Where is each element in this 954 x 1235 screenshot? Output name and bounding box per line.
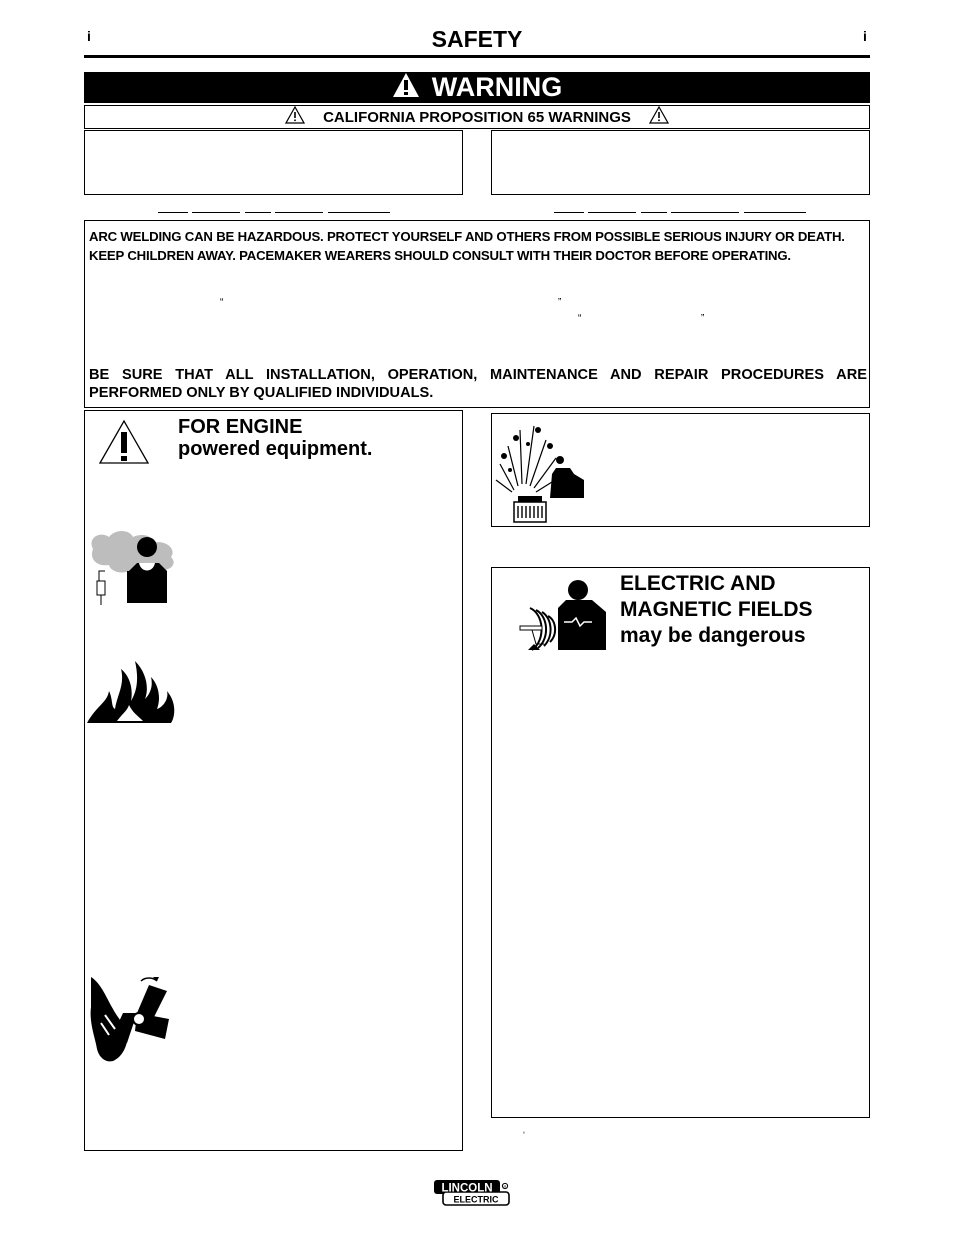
header-rule [84,55,870,58]
stray-mark: ‘ [523,1130,525,1140]
underline-rule [275,212,323,213]
moving-parts-icon [87,973,175,1070]
underline-rule [744,212,806,213]
battery-explosion-icon [494,416,586,529]
qualified-line-2: PERFORMED ONLY BY QUALIFIED INDIVIDUALS. [89,385,434,401]
prop65-box-left [84,130,463,195]
engine-heading-line-1: FOR ENGINE [178,416,303,438]
underline-rule [158,212,188,213]
arc-warning-line-1: ARC WELDING CAN BE HAZARDOUS. PROTECT YOURSELF AND OTHERS FROM POSSIBLE SERIOUS INJURY OR DEATH. [89,229,845,244]
quote-mark: ” [701,313,705,324]
quote-mark: “ [578,313,582,324]
underline-rule [671,212,739,213]
prop65-heading: CALIFORNIA PROPOSITION 65 WARNINGS [323,108,631,126]
emf-section-box [491,567,870,1118]
caution-triangle-icon [285,106,305,128]
page-number-right: i [863,28,867,44]
lincoln-electric-logo [433,1178,515,1208]
caution-triangle-icon [649,106,669,128]
arc-warning-line-2: KEEP CHILDREN AWAY. PACEMAKER WEARERS SHOULD CONSULT WITH THEIR DOCTOR BEFORE OPERATING. [89,248,791,263]
underline-rule [328,212,390,213]
qualified-line-1: BE SURE THAT ALL INSTALLATION, OPERATION, MAINTENANCE AND REPAIR PROCEDURES ARE [89,367,867,383]
page-title: SAFETY [431,26,523,52]
emf-heading-line-1: ELECTRIC AND [620,572,776,595]
prop65-heading-bar [84,105,870,129]
emf-welder-icon [518,576,610,657]
engine-section-box [84,410,463,1151]
emf-heading-line-3: may be dangerous [620,624,806,647]
fire-icon [87,655,177,728]
underline-rule [554,212,584,213]
warning-banner [84,72,870,103]
svg-text:R: R [503,1184,507,1189]
page-number-left: i [87,28,91,44]
svg-text:LINCOLN: LINCOLN [441,1182,493,1195]
quote-mark: “ [220,297,224,308]
arc-welding-warning-box [84,220,870,408]
exclamation-triangle-icon [98,419,150,470]
underline-rule [588,212,636,213]
engine-exhaust-icon [87,527,179,616]
battery-section-box [491,413,870,527]
underline-rule [245,212,271,213]
quote-mark: ” [558,297,562,308]
underline-rule [641,212,667,213]
engine-heading-line-2: powered equipment. [178,438,373,460]
emf-heading-line-2: MAGNETIC FIELDS [620,598,813,621]
warning-triangle-icon [392,72,420,103]
svg-text:ELECTRIC: ELECTRIC [453,1194,499,1205]
underline-rule [192,212,240,213]
prop65-box-right [491,130,870,195]
warning-label: WARNING [431,72,563,102]
